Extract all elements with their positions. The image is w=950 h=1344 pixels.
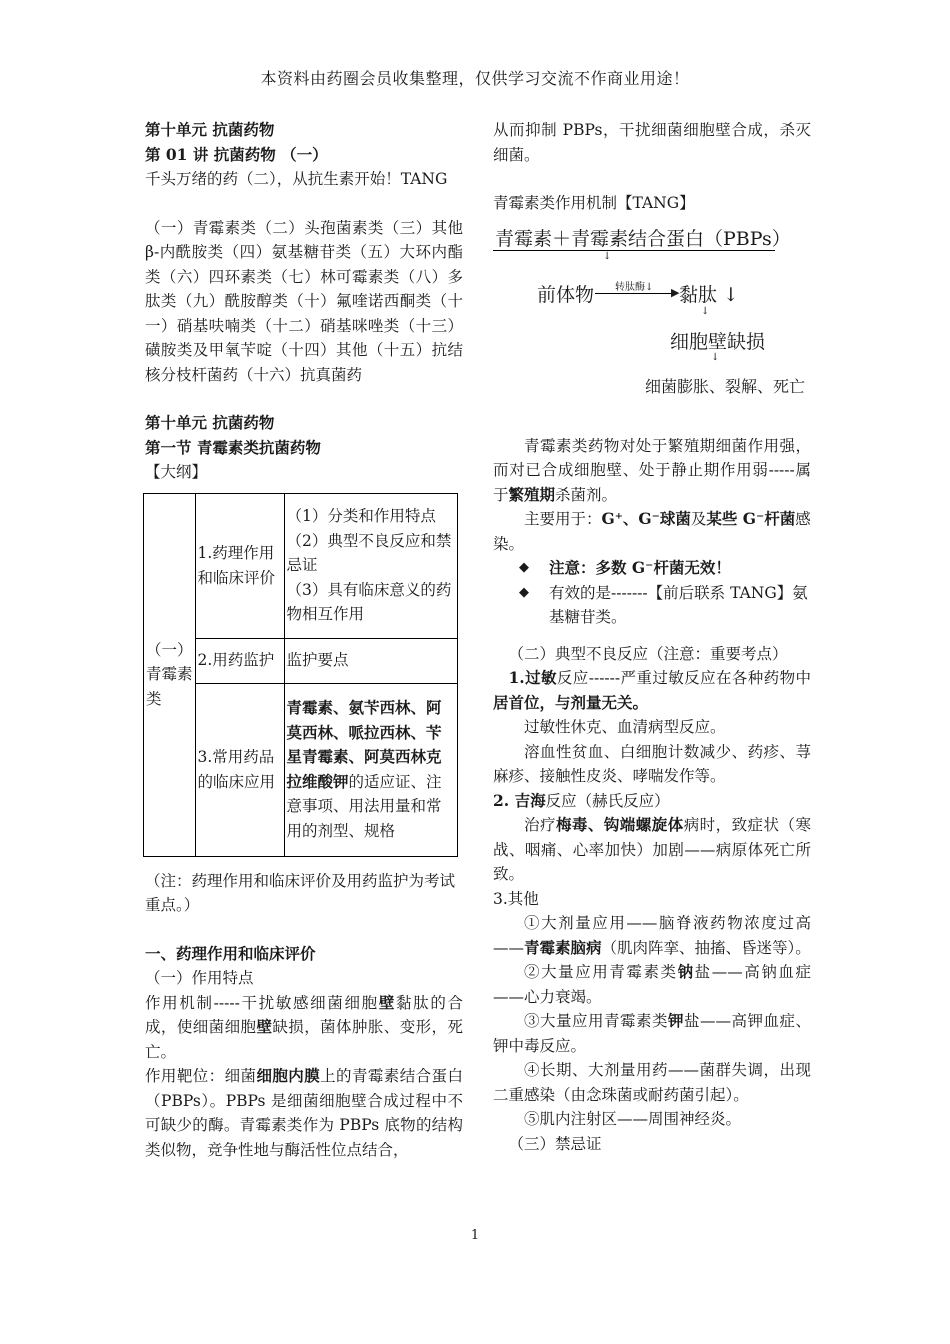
diagram-peptide: 黏肽 ↓ (679, 283, 739, 306)
left-column (145, 118, 463, 1162)
contraindication-title: （三）禁忌证 (508, 1134, 602, 1153)
table-cell-topic: 2.用药监护 (195, 638, 284, 683)
table-cell-topic: 3.常用药品的临床应用 (195, 683, 284, 856)
table-point: （1）分类和作用特点 (286, 507, 436, 526)
adverse-title: （二）典型不良反应（注意：重要考点） (508, 644, 788, 663)
lecture-title: 第 01 讲 抗菌药物 （一） (145, 144, 328, 164)
allergy-text: 1.过敏反应------严重过敏反应在各种药物中居首位，与剂量无关。 (493, 668, 811, 712)
other-item-4: ④长期、大剂量用药——菌群失调，出现二重感染（由念珠菌或耐药菌引起）。 (493, 1061, 811, 1104)
table-cell-points: 监护要点 (284, 638, 457, 683)
jarisch-text: 治疗梅毒、钩端螺旋体病时，致症状（寒战、咽痛、心率加快）加剧——病原体死亡所致。 (493, 815, 811, 883)
other-item-3: ③大量应用青霉素类钾盐——高钾血症、钾中毒反应。 (493, 1011, 811, 1055)
target-text: 作用靶位：细菌细胞内膜上的青霉素结合蛋白（PBPs）。PBPs 是细菌细胞壁合成过程中不可缺少的酶。青霉素类作为 PBPs 底物的结构类似物，竞争性地与酶活性位点结合， (145, 1066, 463, 1159)
indication-text: 主要用于：G⁺、G⁻球菌及某些 G⁻杆菌感染。 (493, 509, 811, 553)
diagram-underline (493, 250, 775, 251)
table-point: （3）具有临床意义的药物相互作用 (286, 580, 452, 624)
heading-pharmacology: 一、药理作用和临床评价 (145, 943, 316, 963)
diagram-top: 青霉素＋青霉素结合蛋白（PBPs） (495, 227, 791, 250)
intro-text: 千头万绪的药（二），从抗生素开始！TANG (145, 170, 448, 188)
outline-table (143, 493, 458, 857)
other-item-1: ①大剂量应用——脑脊液药物浓度过高——青霉素脑病（肌肉阵挛、抽搐、昏迷等）。 (493, 914, 811, 957)
continuation-text: 从而抑制 PBPs，干扰细菌细胞壁合成，杀灭细菌。 (493, 121, 811, 164)
outline-label: 【大纲】 (145, 463, 208, 481)
mechanism-title: 青霉素类作用机制【TANG】 (493, 194, 695, 212)
diagram-precursor: 前体物 (537, 283, 595, 306)
subheading-features: （一）作用特点 (145, 969, 254, 987)
table-cell-topic: 1.药理作用和临床评价 (195, 493, 284, 638)
table-point: （2）典型不良反应和禁忌证 (286, 531, 452, 575)
down-arrow-icon: ↓ (603, 250, 612, 262)
diagram-wall: 细胞壁缺损 (670, 330, 766, 353)
jarisch-title: 2. 吉海反应（赫氏反应） (493, 790, 670, 810)
drug-list: 青霉素、氨苄西林、阿莫西林、哌拉西林、苄星青霉素、阿莫西林克拉维酸钾 (286, 698, 442, 791)
table-cell-group: （一）青霉素类 (144, 493, 196, 856)
down-arrow-icon: ↓ (711, 351, 720, 363)
page-number: 1 (470, 1228, 480, 1243)
diamond-icon: ◆ (519, 560, 529, 575)
category-list: （一）青霉素类（二）头孢菌素类（三）其他β-内酰胺类（四）氨基糖苷类（五）大环内酯类（六）四环素类（七）林可霉素类（八）多肽类（九）酰胺醇类（十）氟喹诺西酮类（十一）硝基呋喃类（十二）硝基咪唑类（十三）磺胺类及甲氧苄啶（十四）其他（十五）抗结核分枝杆菌药（十六）抗真菌药 (145, 218, 463, 384)
unit-title-2: 第十单元 抗菌药物 (145, 413, 275, 432)
table-row (144, 493, 458, 638)
right-column (493, 118, 811, 1156)
allergy-detail-1: 过敏性休克、血清病型反应。 (524, 718, 726, 736)
diagram-arrow-line (595, 293, 675, 294)
diagram-enzyme: 转肽酶↓ (615, 281, 654, 293)
note-bullet: ◆ 有效的是-------【前后联系 TANG】氨基糖苷类。 (493, 581, 811, 630)
table-cell-points (284, 683, 457, 856)
section-title: 第一节 青霉素类抗菌药物 (145, 437, 321, 457)
table-cell-points (284, 493, 457, 638)
allergy-detail-2: 溶血性贫血、白细胞计数减少、药疹、荨麻疹、接触性皮炎、哮喘发作等。 (493, 742, 811, 785)
header-notice: 本资料由药圈会员收集整理，仅供学习交流不作商业用途！ (260, 69, 690, 88)
other-title: 3.其他 (493, 889, 539, 908)
diamond-icon: ◆ (519, 584, 529, 600)
diagram-result: 细菌膨胀、裂解、死亡 (645, 376, 806, 396)
note-bullet: ◆ 注意：多数 G⁻杆菌无效！ (493, 556, 811, 581)
down-arrow-icon: ↓ (701, 305, 710, 317)
mechanism-diagram (493, 222, 811, 422)
table-note: （注：药理作用和临床评价及用药监护为考试重点。） (145, 871, 456, 914)
drug-list-rest: 的适应证、注意事项、用法用量和常用的剂型、规格 (286, 772, 442, 840)
other-item-5: ⑤肌内注射区——周围神经炎。 (524, 1110, 742, 1128)
mechanism-text: 作用机制-----干扰敏感细菌细胞壁黏肽的合成，使细菌细胞壁缺损，菌体肿胀、变形，死亡。 (145, 992, 463, 1061)
other-item-2: ②大量应用青霉素类钠盐——高钠血症——心力衰竭。 (493, 962, 811, 1006)
property-text: 青霉素类药物对处于繁殖期细菌作用强，而对已合成细胞壁、处于静止期作用弱-----属于繁殖期杀菌剂。 (493, 436, 811, 504)
right-arrow-icon: ▶ (671, 285, 680, 299)
unit-title: 第十单元 抗菌药物 (145, 120, 275, 139)
